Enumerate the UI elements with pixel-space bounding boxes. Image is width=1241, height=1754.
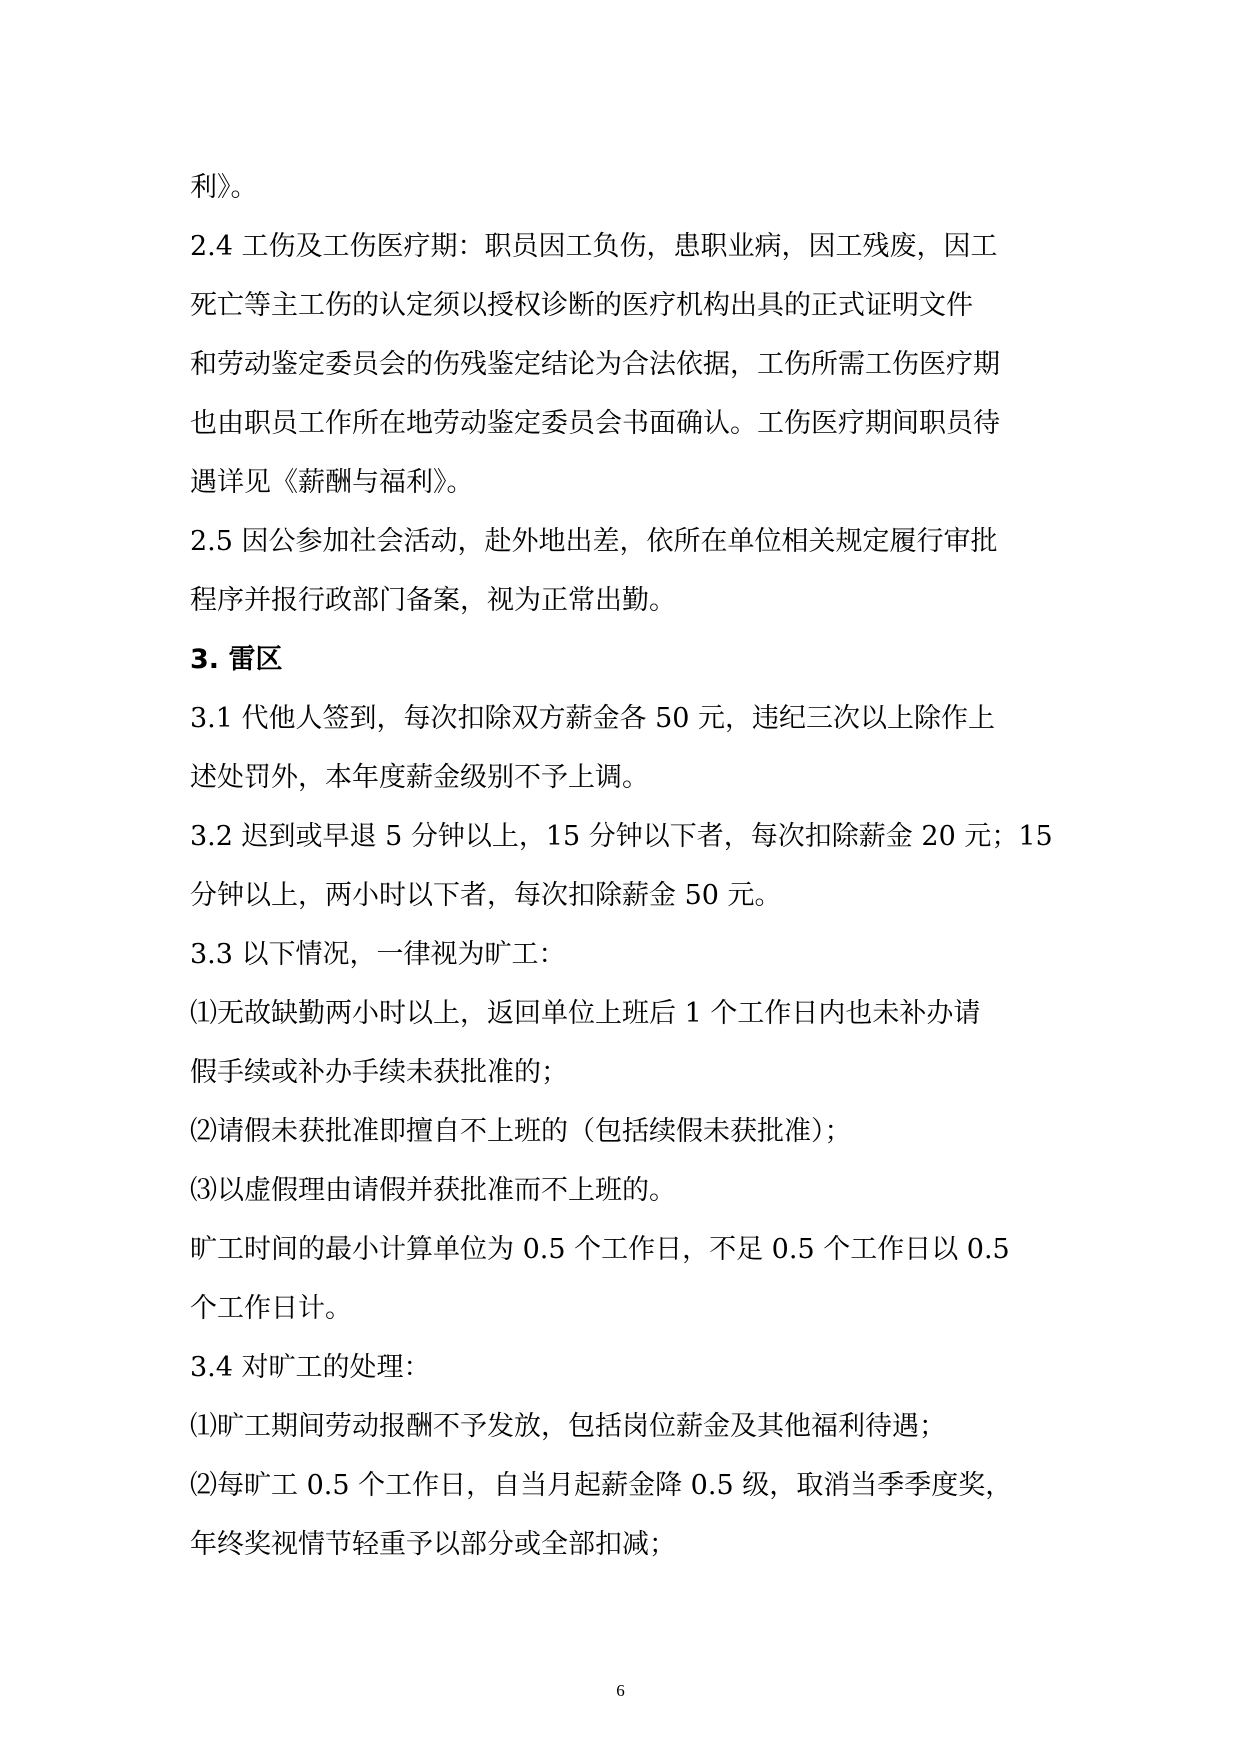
document-body (190, 158, 1060, 1574)
text-line: 遇详见《薪酬与福利》。 (190, 467, 474, 498)
text-line: ⑶以虚假理由请假并获批准而不上班的。 (190, 1175, 676, 1206)
text-line: 假手续或补办手续未获批准的； (190, 1057, 568, 1088)
text-line: 死亡等主工伤的认定须以授权诊断的医疗机构出具的正式证明文件 (190, 290, 973, 321)
text-line: ⑴旷工期间劳动报酬不予发放，包括岗位薪金及其他福利待遇； (190, 1411, 946, 1442)
text-line: 3.2 迟到或早退 5 分钟以上，15 分钟以下者，每次扣除薪金 20 元；15 (190, 821, 1053, 852)
text-line: 分钟以上，两小时以下者，每次扣除薪金 50 元。 (190, 880, 782, 911)
text-line: ⑵每旷工 0.5 个工作日，自当月起薪金降 0.5 级，取消当季季度奖， (190, 1470, 1013, 1501)
text-line: 3.3 以下情况，一律视为旷工： (190, 939, 566, 970)
text-line: 3.4 对旷工的处理： (190, 1352, 431, 1383)
section-heading: 3. 雷区 (190, 644, 283, 675)
text-line: 也由职员工作所在地劳动鉴定委员会书面确认。工伤医疗期间职员待 (190, 408, 1000, 439)
text-line: 3.1 代他人签到，每次扣除双方薪金各 50 元，违纪三次以上除作上 (190, 703, 996, 734)
text-line: 和劳动鉴定委员会的伤残鉴定结论为合法依据，工伤所需工伤医疗期 (190, 349, 1000, 380)
page-number: 6 (616, 1681, 625, 1700)
text-line: 述处罚外，本年度薪金级别不予上调。 (190, 762, 649, 793)
text-line: ⑵请假未获批准即擅自不上班的（包括续假未获批准）； (190, 1116, 852, 1147)
text-line: 旷工时间的最小计算单位为 0.5 个工作日，不足 0.5 个工作日以 0.5 (190, 1234, 1010, 1265)
text-line: 程序并报行政部门备案，视为正常出勤。 (190, 585, 676, 616)
text-line: ⑴无故缺勤两小时以上，返回单位上班后 1 个工作日内也未补办请 (190, 998, 981, 1029)
text-line: 个工作日计。 (190, 1293, 352, 1324)
text-line: 2.5 因公参加社会活动，赴外地出差，依所在单位相关规定履行审批 (190, 526, 998, 557)
text-line: 年终奖视情节轻重予以部分或全部扣减； (190, 1529, 676, 1560)
text-line: 利》。 (190, 172, 258, 203)
text-line: 2.4 工伤及工伤医疗期：职员因工负伤，患职业病，因工残废，因工 (190, 231, 998, 262)
